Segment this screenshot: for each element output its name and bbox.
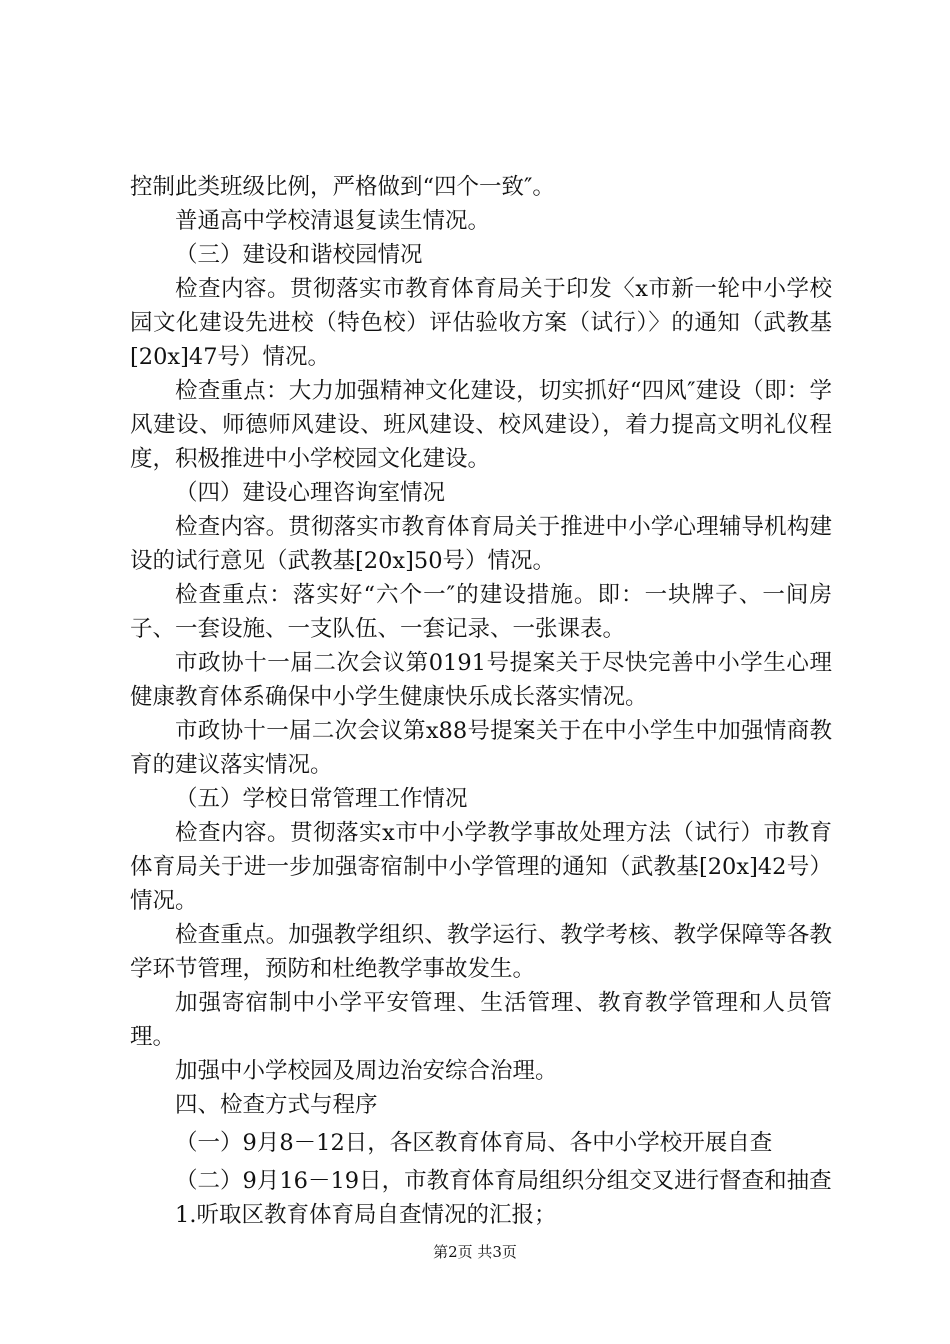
paragraph: 检查内容。贯彻落实x市中小学教学事故处理方法（试行）市教育体育局关于进一步加强寄宿制中小学管理的通知（武教基[20x]42号）情况。: [130, 820, 832, 914]
paragraph: 加强寄宿制中小学平安管理、生活管理、教育教学管理和人员管理。: [130, 990, 832, 1050]
paragraph: 市政协十一届二次会议第x88号提案关于在中小学生中加强情商教育的建议落实情况。: [130, 718, 832, 778]
paragraph: （二）9月16－19日，市教育体育局组织分组交叉进行督查和抽查: [175, 1168, 832, 1194]
section-heading: （三）建设和谐校园情况: [175, 242, 423, 268]
document-body: [130, 170, 832, 1232]
paragraph: （一）9月8－12日，各区教育体育局、各中小学校开展自查: [175, 1130, 773, 1156]
paragraph: 加强中小学校园及周边治安综合治理。: [175, 1058, 558, 1084]
paragraph: 检查内容。贯彻落实市教育体育局关于印发〈x市新一轮中小学校园文化建设先进校（特色校）评估验收方案（试行）〉的通知（武教基[20x]47号）情况。: [130, 276, 832, 370]
page-number-footer: 第2页 共3页: [433, 1243, 517, 1261]
paragraph: 控制此类班级比例，严格做到“四个一致″。: [130, 174, 555, 200]
paragraph: 市政协十一届二次会议第0191号提案关于尽快完善中小学生心理健康教育体系确保中小学生健康快乐成长落实情况。: [130, 650, 832, 710]
paragraph: 检查重点：落实好“六个一″的建设措施。即：一块牌子、一间房子、一套设施、一支队伍、一套记录、一张课表。: [130, 582, 832, 642]
section-heading: （五）学校日常管理工作情况: [175, 786, 468, 812]
paragraph: 检查重点：大力加强精神文化建设，切实抓好“四风″建设（即：学风建设、师德师风建设、班风建设、校风建设），着力提高文明礼仪程度，积极推进中小学校园文化建设。: [130, 378, 832, 472]
section-heading: 四、检查方式与程序: [175, 1092, 378, 1118]
paragraph: 检查内容。贯彻落实市教育体育局关于推进中小学心理辅导机构建设的试行意见（武教基[20x]50号）情况。: [130, 514, 832, 574]
list-item: 1.听取区教育体育局自查情况的汇报；: [175, 1202, 557, 1228]
paragraph: 普通高中学校清退复读生情况。: [175, 208, 491, 234]
section-heading: （四）建设心理咨询室情况: [175, 480, 446, 506]
paragraph: 检查重点。加强教学组织、教学运行、教学考核、教学保障等各教学环节管理，预防和杜绝教学事故发生。: [130, 922, 832, 982]
